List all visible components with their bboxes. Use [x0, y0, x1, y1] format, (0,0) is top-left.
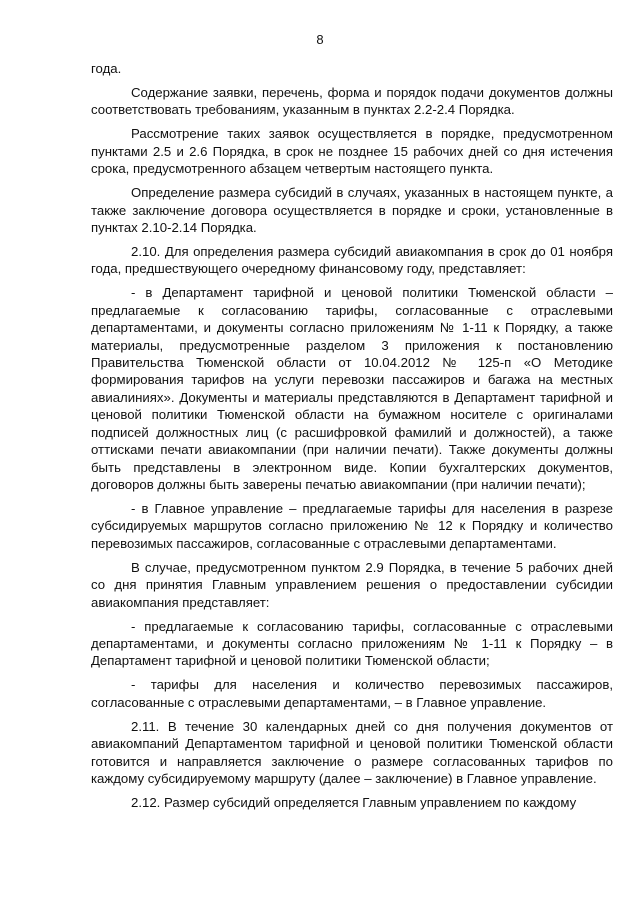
paragraph-clause-2-12: 2.12. Размер субсидий определяется Главным управлением по каждому — [131, 794, 577, 810]
page-number: 8 — [316, 32, 324, 47]
paragraph-list-item-population-tariffs: - тарифы для населения и количество перевозимых пассажиров, согласованные с отраслевыми департаментами, – в Главное управление. — [91, 677, 613, 710]
paragraph-list-item-tariff-department: - в Департамент тарифной и ценовой политики Тюменской области – предлагаемые к согласованию тарифы, согласованные с отраслевыми департаментами, и документы согласно приложениям № 1-11 к Порядку, а также материалы, предусмотренные разделом 3 приложения к постановлению Правительства Тюменской области от 10.04.2012 № 125-п «О Методике формирования тарифов на услуги перевозки пассажиров и багажа на местных авиалиниях». Документы и материалы представляются в Департамент тарифной и ценовой политики Тюменской области на бумажном носителе с оригиналами подписей должностных лиц (с расшифровкой фамилий и должностей), а также оттисками печати авиакомпании (при наличии печати). Также документы должны быть представлены в электронном виде. Копии бухгалтерских документов, договоров должны быть заверены печатью авиакомпании (при наличии печати); — [91, 285, 613, 492]
paragraph-list-item-proposed-tariffs: - предлагаемые к согласованию тарифы, согласованные с отраслевыми департаментами, и документы согласно приложениям № 1-11 к Порядку – в Департамент тарифной и ценовой политики Тюменской области; — [91, 618, 613, 669]
paragraph-application-review: Рассмотрение таких заявок осуществляется в порядке, предусмотренном пунктами 2.5 и 2.6 Порядка, в срок не позднее 15 рабочих дней со дня истечения срока, предусмотренного абзацем четвертым настоящего пункта. — [91, 126, 613, 177]
paragraph-clause-2-10: 2.10. Для определения размера субсидий авиакомпания в срок до 01 ноября года, предшествующего очередному финансовому году, представляет: — [91, 244, 613, 277]
paragraph-list-item-main-directorate: - в Главное управление – предлагаемые тарифы для населения в разрезе субсидируемых маршрутов согласно приложению № 12 к Порядку и количество перевозимых пассажиров, согласованные с отраслевыми департаментами. — [91, 500, 613, 551]
paragraph-subsidy-determination: Определение размера субсидий в случаях, указанных в настоящем пункте, а также заключение договора осуществляется в порядке и сроки, установленные в пунктах 2.10-2.14 Порядка. — [91, 185, 613, 236]
paragraph-continuation: года. — [91, 61, 122, 76]
document-body — [91, 60, 613, 818]
paragraph-clause-2-11: 2.11. В течение 30 календарных дней со дня получения документов от авиакомпаний Департаментом тарифной и ценовой политики Тюменской области готовится и направляется заключение о размере согласованных тарифов по каждому субсидируемому маршруту (далее – заключение) в Главное управление. — [91, 718, 613, 786]
paragraph-clause-2-9-case: В случае, предусмотренном пунктом 2.9 Порядка, в течение 5 рабочих дней со дня принятия Главным управлением решения о предоставлении субсидии авиакомпания представляет: — [91, 559, 613, 610]
paragraph-application-content: Содержание заявки, перечень, форма и порядок подачи документов должны соответствовать требованиям, указанным в пунктах 2.2-2.4 Порядка. — [91, 85, 613, 118]
